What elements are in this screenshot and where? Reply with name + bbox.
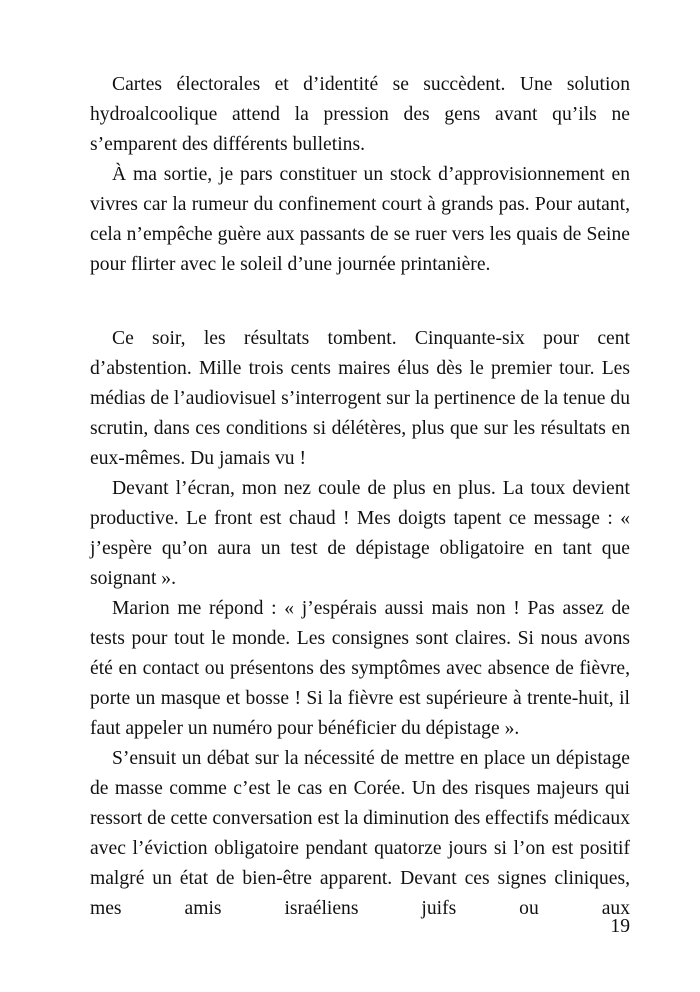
paragraph-ballots: Cartes électorales et d’identité se succèdent. Une solution hydroalcoolique attend la pression des gens avant qu’ils ne s’emparent des différents bulletins. bbox=[90, 74, 630, 155]
page-body bbox=[90, 70, 630, 924]
section-break bbox=[90, 280, 630, 324]
paragraph-debate: S’ensuit un débat sur la nécessité de mettre en place un dépistage de masse comme c’est le cas en Corée. Un des risques majeurs qui ressort de cette conversation est la diminution des effectifs médicaux avec l’éviction obligatoire pendant quatorze jours si l’on est positif malgré un état de bien-être apparent. Devant ces signes cliniques, mes amis israéliens juifs ou aux bbox=[90, 748, 630, 919]
paragraph-symptoms: Devant l’écran, mon nez coule de plus en plus. La toux devient productive. Le front est chaud ! Mes doigts tapent ce message : « j’espère qu’on aura un test de dépistage obligatoire en tant que soignant ». bbox=[90, 478, 630, 589]
paragraph-marion-reply: Marion me répond : « j’espérais aussi mais non ! Pas assez de tests pour tout le monde. Les consignes sont claires. Si nous avons été en contact ou présentons des symptômes avec absence de fièvre, porte un masque et bosse ! Si la fièvre est supérieure à trente-huit, il faut appeler un numéro pour bénéficier du dépistage ». bbox=[90, 598, 630, 739]
paragraph-supplies: À ma sortie, je pars constituer un stock d’approvisionnement en vivres car la rumeur du confinement court à grands pas. Pour autant, cela n’empêche guère aux passants de se ruer vers les quais de Seine pour flirter avec le soleil d’une journée printanière. bbox=[90, 164, 630, 275]
page-number: 19 bbox=[610, 916, 630, 937]
paragraph-results: Ce soir, les résultats tombent. Cinquante-six pour cent d’abstention. Mille trois cents maires élus dès le premier tour. Les médias de l’audiovisuel s’interrogent sur la pertinence de la tenue du scrutin, dans ces conditions si délétères, plus que sur les résultats en eux-mêmes. Du jamais vu ! bbox=[90, 328, 630, 469]
